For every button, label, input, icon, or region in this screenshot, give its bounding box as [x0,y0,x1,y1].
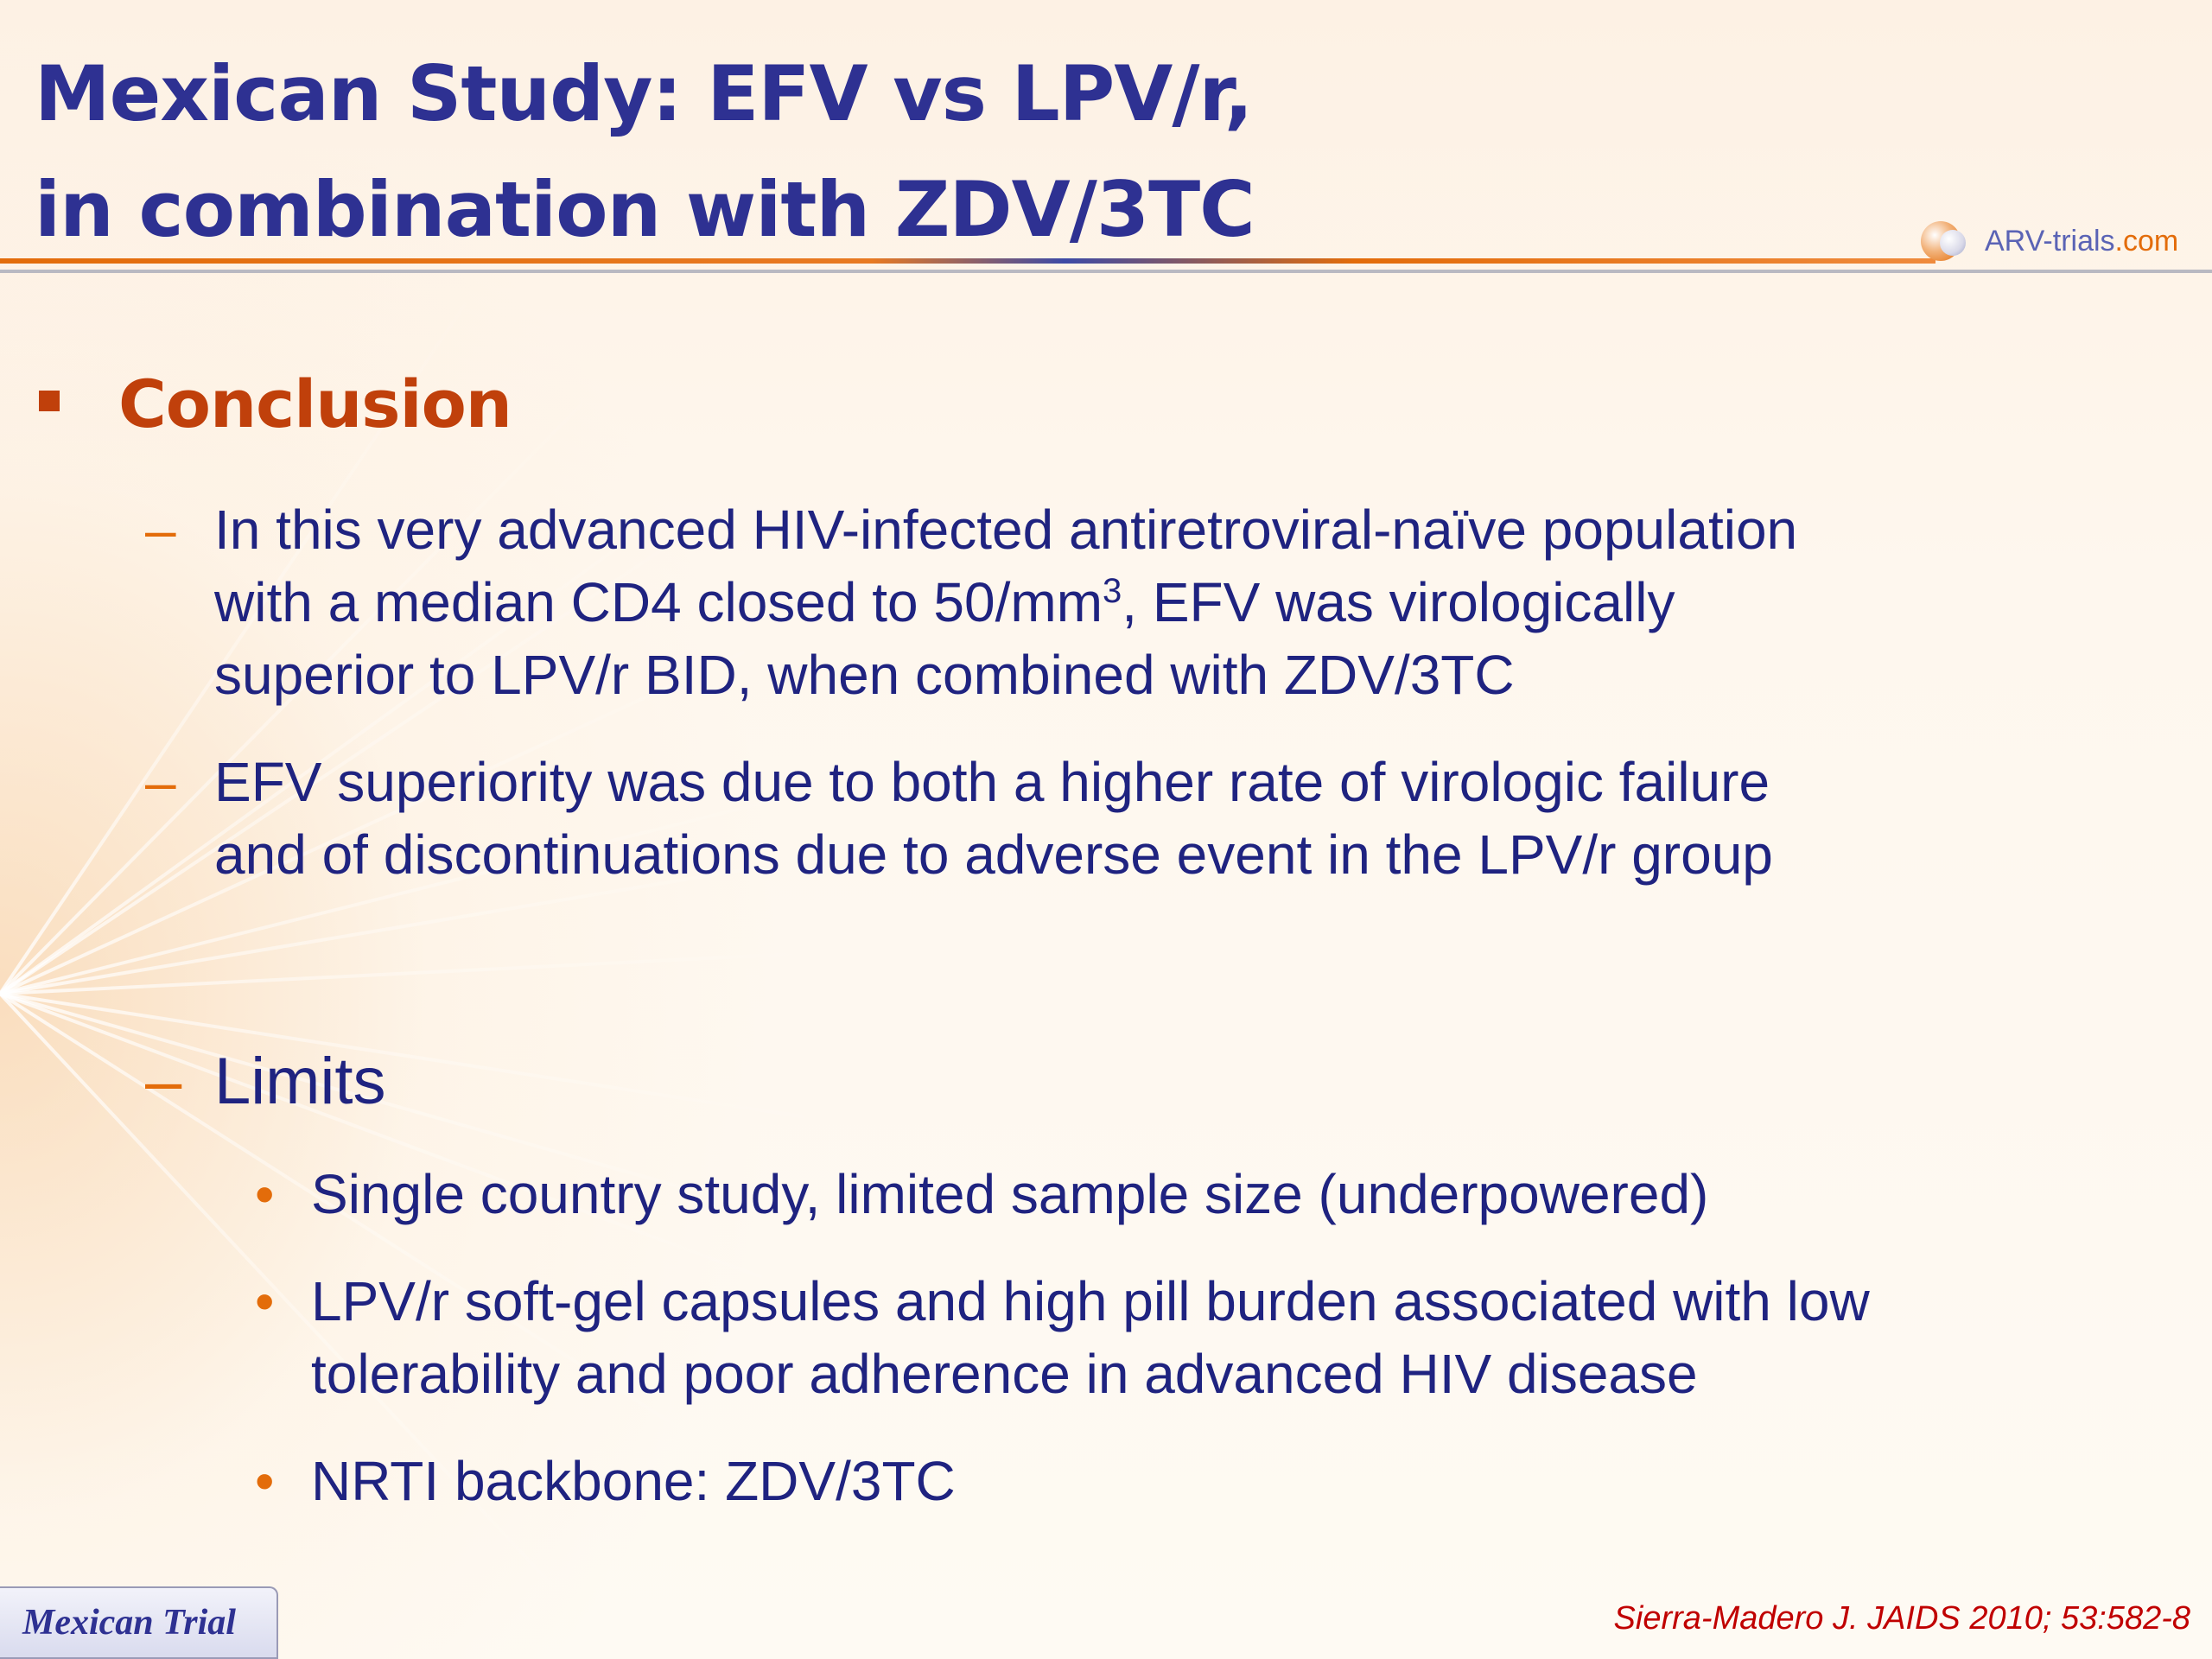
limits-item-3-line-1: NRTI backbone: ZDV/3TC [311,1450,956,1512]
limits-item-1-line-1: Single country study, limited sample size (underpowered) [311,1163,1709,1225]
superscript-3: 3 [1103,572,1122,610]
dash-bullet: – [145,751,176,813]
title-divider-shadow [0,270,2212,273]
conclusion-item-2-line-2: and of discontinuations due to adverse event in the LPV/r group [214,823,1773,886]
slide-title [35,36,1255,268]
limits-heading-text: Limits [214,1045,386,1118]
trial-tag [0,1586,278,1659]
dot-bullet: • [255,1270,275,1332]
slide-title-line-2: in combination with ZDV/3TC [35,165,1255,254]
conclusion-item-1-line-2a: with a median CD4 closed to 50/mm [214,571,1103,633]
logo-text [1985,225,2178,258]
dot-bullet: • [255,1163,275,1225]
slide-title-line-1: Mexican Study: EFV vs LPV/r, [35,49,1253,138]
square-bullet-icon [39,391,60,411]
conclusion-item-1-line-1: In this very advanced HIV-infected antiretroviral-naïve population [214,499,1798,561]
conclusion-heading-text: Conclusion [118,365,512,442]
conclusion-item-2-line-1: EFV superiority was due to both a higher rate of virologic failure [214,751,1770,813]
conclusion-item-1-line-2b: , EFV was virologically [1122,571,1675,633]
limits-item-1-text [311,1158,1708,1230]
dot-bullet: • [255,1450,275,1512]
logo-text-main: ARV-trials [1985,225,2115,257]
conclusion-item-2-text [214,746,1773,891]
arv-trials-logo [1914,214,2190,275]
dash-bullet: – [145,1045,182,1118]
logo-text-suffix: .com [2114,225,2179,257]
limits-item-2-line-1: LPV/r soft-gel capsules and high pill burden associated with low [311,1270,1870,1332]
conclusion-item-1-line-2 [214,566,1797,639]
citation: Sierra-Madero J. JAIDS 2010; 53:582-8 [1613,1600,2190,1637]
pill-icon-secondary [1940,230,1966,256]
trial-tag-text: Mexican Trial [22,1603,236,1643]
conclusion-item-1-line-3: superior to LPV/r BID, when combined with ZDV/3TC [214,644,1515,706]
conclusion-item-1-text [214,493,1797,711]
limits-item-2-line-2: tolerability and poor adherence in advanced HIV disease [311,1343,1698,1405]
limits-item-2-text [311,1265,1870,1410]
title-divider [0,258,1936,264]
dash-bullet: – [145,499,176,561]
limits-item-3-text [311,1445,956,1517]
